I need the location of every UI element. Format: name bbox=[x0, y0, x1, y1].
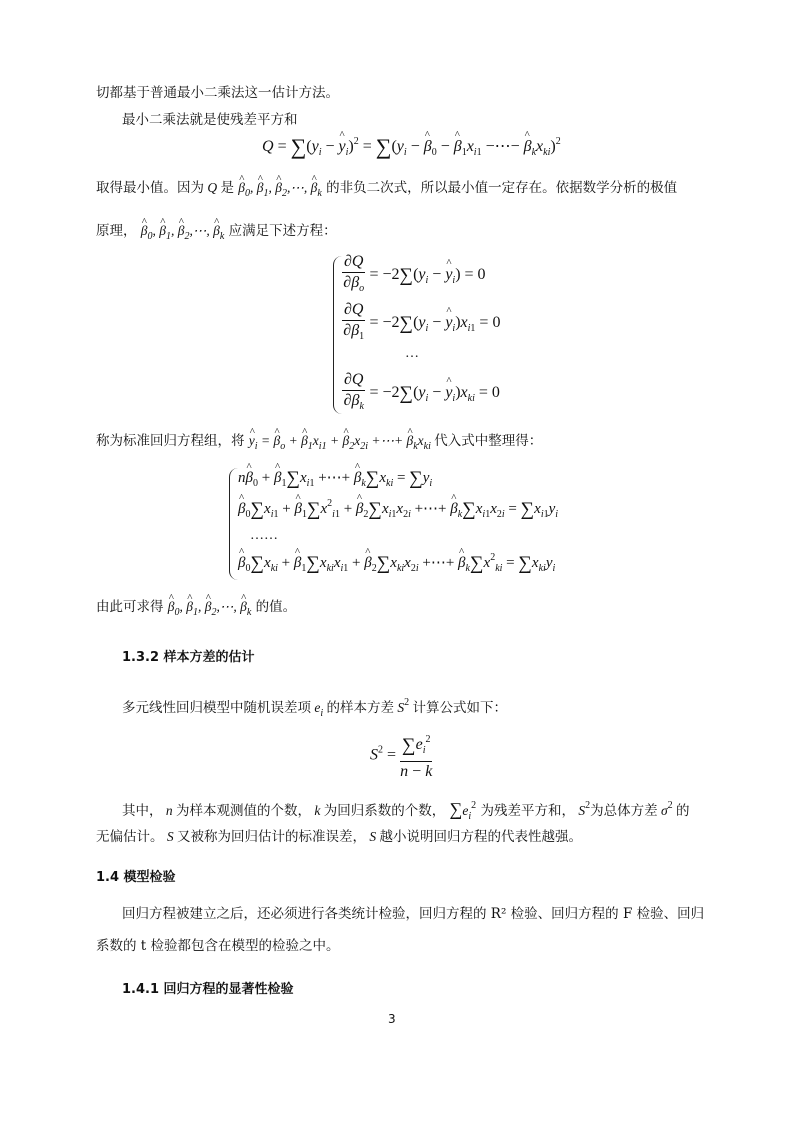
section-heading-1-4: 1.4 模型检验 bbox=[96, 870, 176, 885]
equation-sample-variance: $S^2$ = $\frac{\sum e_i^2}{n - k}$ bbox=[370, 730, 432, 782]
paragraph-line: 取得最小值。因为 Q 是 ^ $\beta_0$, ^ $\beta_1$, ^ $\beta_2,\cdots$, ^ $\beta_k$ 的非负二次式，所以最小值一定存在。依据数学分析的极值 bbox=[96, 179, 677, 203]
paragraph-line: 原理， ^ $\beta_0$, ^ $\beta_1$, ^ $\beta_2,\cdots$, ^ $\beta_k$ 应满足下述方程： bbox=[96, 222, 337, 246]
section-heading-1-3-2: 1.3.2 样本方差的估计 bbox=[122, 650, 255, 665]
system-brace bbox=[333, 256, 342, 414]
equation-ellipsis: …… bbox=[250, 528, 278, 543]
paragraph-line: 由此可求得 ^ $\beta_0$, ^ $\beta_1$, ^ $\beta_2,\cdots$, ^ $\beta_k$ 的值。 bbox=[96, 598, 296, 622]
page-number: 3 bbox=[388, 1012, 396, 1026]
paragraph-line: 其中， n 为样本观测值的个数， k 为回归系数的个数， $\sum e_i^2$ 为残差平方和， $S^2$为总体方差 $\sigma^2$ 的 bbox=[122, 799, 690, 822]
section-heading-1-4-1: 1.4.1 回归方程的显著性检验 bbox=[122, 982, 294, 997]
equation-partial-beta0: $\frac{\partial Q}{\partial\beta_o}$ = $-2\sum(y_i$ − ^ $y_i) = 0$ bbox=[342, 252, 486, 299]
paragraph-line: 称为标准回归方程组，将 ^ $y_i$ = ^ $\beta_o$ + ^ $\beta_1x_{i1}$ + ^ $\beta_2x_{2i}$ +⋯+ ^ $\beta_kx_{ki}$ 代入式中整理得： bbox=[96, 432, 542, 456]
equation-ellipsis: … bbox=[405, 346, 419, 361]
equation-least-squares: $Q = \sum(y_i$ − ^ $y_i)^2 = \sum(y_i$ − ^ $\beta_0$ − ^ $\beta_1x_{i1}$ −⋯− ^ $\beta_kx_{ki})^2$ bbox=[262, 134, 561, 160]
system-brace bbox=[229, 468, 238, 580]
paragraph-line: 系数的 t 检验都包含在模型的检验之中。 bbox=[96, 938, 340, 954]
equation-normal-k: ^ $\beta_0\sum x_{ki}$ + ^ $\beta_1\sum x_{ki}x_{i1}$ + ^ $\beta_2\sum x_{ki}x_{2i}$ +⋯+ ^ $\beta_k\sum x^2_{ki} = \sum x_{ki}y_i$ bbox=[238, 552, 555, 575]
paragraph-line: 切都基于普通最小二乘法这一估计方法。 bbox=[96, 85, 339, 101]
equation-normal-2: ^ $\beta_0\sum x_{i1}$ + ^ $\beta_1\sum x^2_{i1}$ + ^ $\beta_2\sum x_{i1}x_{2i}$ +⋯+ ^ $\beta_k\sum x_{i1}x_{2i} = \sum x_{i1}y_i$ bbox=[238, 498, 558, 521]
paragraph-line: 回归方程被建立之后，还必须进行各类统计检验，回归方程的 R² 检验、回归方程的 F 检验、回归 bbox=[122, 906, 705, 922]
paragraph-line: 最小二乘法就是使残差平方和 bbox=[122, 112, 298, 128]
equation-partial-betak: $\frac{\partial Q}{\partial\beta_k}$ = $-2\sum(y_i$ − ^ $y_i)x_{ki} = 0$ bbox=[342, 370, 500, 417]
paragraph-line: 无偏估计。 S 又被称为回归估计的标准误差， S 越小说明回归方程的代表性越强。 bbox=[96, 829, 582, 845]
equation-normal-1: n^ $\beta_0$ + ^ $\beta_1\sum x_{i1}$ +⋯+ ^ $\beta_k\sum x_{ki} = \sum y_i$ bbox=[238, 468, 432, 490]
equation-partial-beta1: $\frac{\partial Q}{\partial\beta_1}$ = $-2\sum(y_i$ − ^ $y_i)x_{i1} = 0$ bbox=[342, 300, 500, 347]
paragraph-line: 多元线性回归模型中随机误差项 $e_i$ 的样本方差 $S^2$ 计算公式如下： bbox=[122, 697, 508, 719]
